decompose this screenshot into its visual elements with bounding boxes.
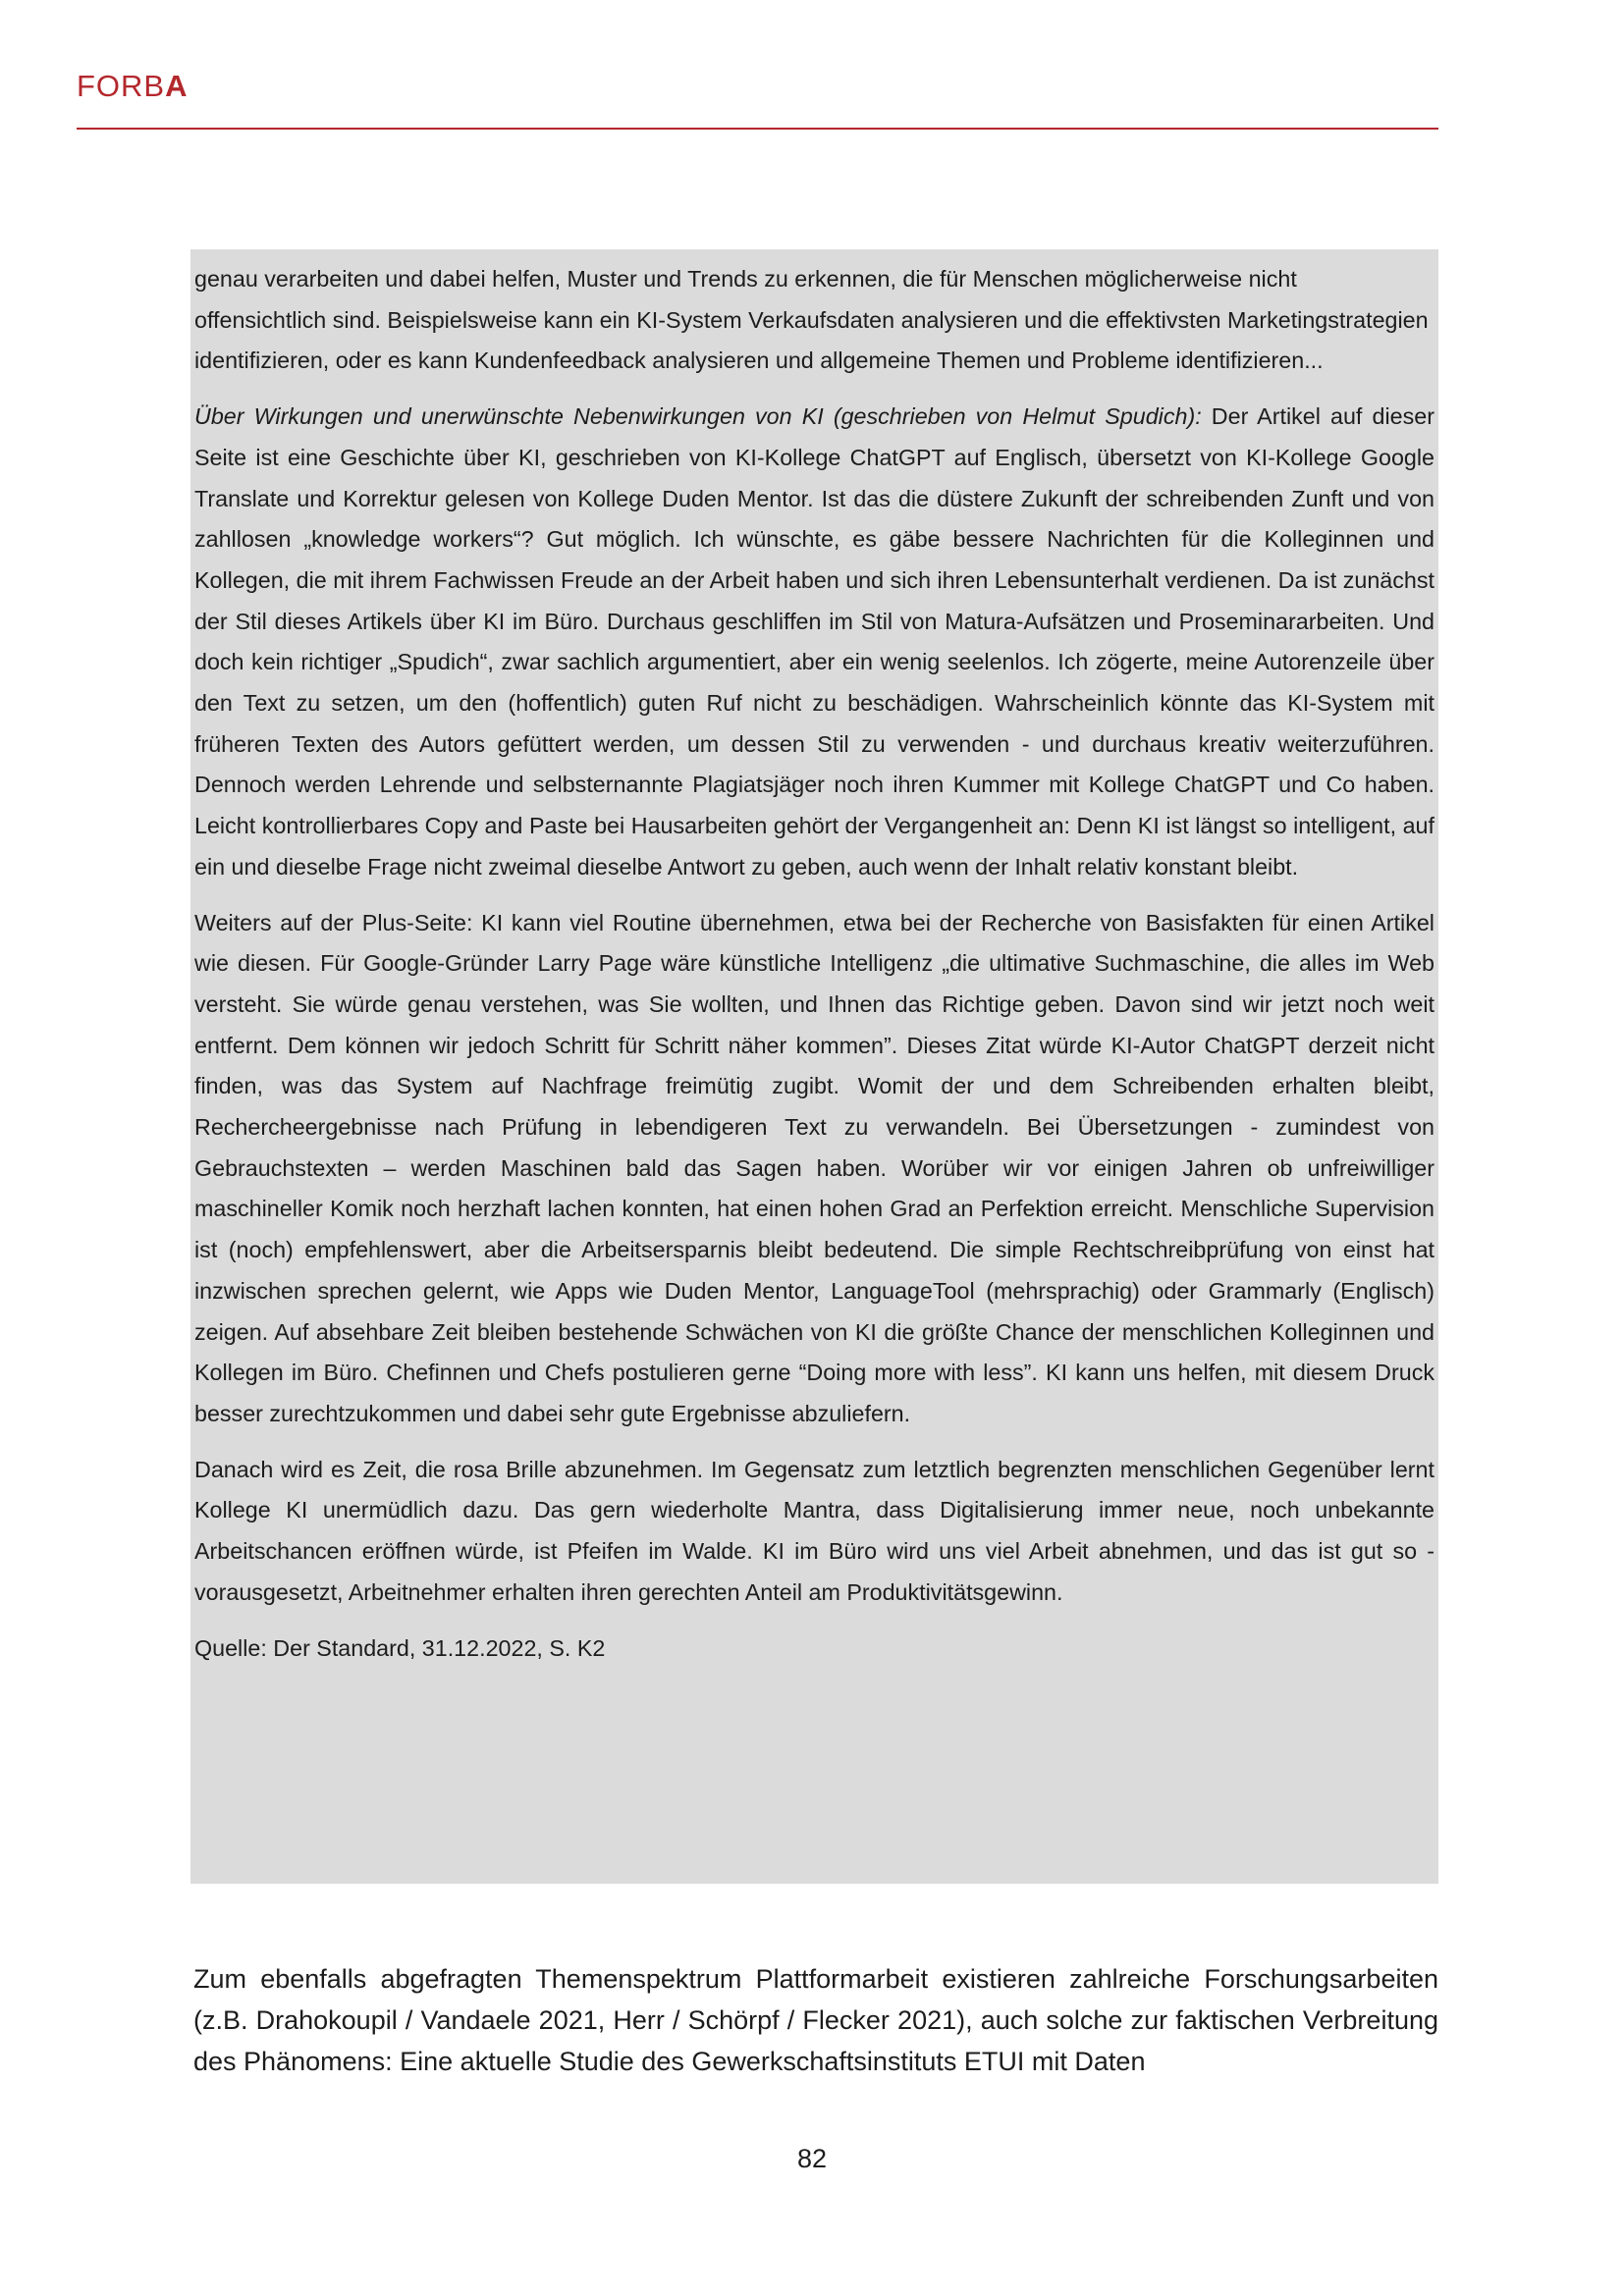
quote-paragraph-4: Danach wird es Zeit, die rosa Brille abzunehmen. Im Gegensatz zum letztlich begrenzten menschlichen Gegenüber lernt Kollege KI unermüdlich dazu. Das gern wiederholte Mantra, dass Digitalisierung immer neue, noch unbekannte Arbeitschancen eröffnen würde, ist Pfeifen im Walde. KI im Büro wird uns viel Arbeit abnehmen, und das ist gut so - vorausgesetzt, Arbeitnehmer erhalten ihren gerechten Anteil am Produktivitätsgewinn. xyxy=(194,1456,1435,1605)
page-number: 82 xyxy=(796,2144,828,2173)
quote-paragraph-2 xyxy=(194,397,1435,887)
header-divider xyxy=(77,128,1438,130)
body-paragraph: Zum ebenfalls abgefragten Themenspektrum Plattformarbeit existieren zahlreiche Forschungsarbeiten (z.B. Drahokoupil / Vandaele 2021, Herr / Schörpf / Flecker 2021), auch solche zur faktischen Verbreitung des Phänomens: Eine aktuelle Studie des Gewerkschaftsinstituts ETUI mit Daten xyxy=(193,1964,1438,2076)
quote-paragraph-1: genau verarbeiten und dabei helfen, Muster und Trends zu erkennen, die für Menschen möglicherweise nicht offensichtlich sind. Beispielsweise kann ein KI-System Verkaufsdaten analysieren und die effektivsten Marketingstrategien identifizieren, oder es kann Kundenfeedback analysieren und allgemeine Themen und Probleme identifizieren... xyxy=(194,266,1429,374)
quote-box xyxy=(190,249,1438,1884)
quote-paragraph-2-italic-lead: Über Wirkungen und unerwünschte Nebenwirkungen von KI (geschrieben von Helmut Spudich): xyxy=(194,403,1202,430)
quote-paragraph-3: Weiters auf der Plus-Seite: KI kann viel Routine übernehmen, etwa bei der Recherche von Basisfakten für einen Artikel wie diesen. Für Google-Gründer Larry Page wäre künstliche Intelligenz „die ultimative Suchmaschine, die alles im Web versteht. Sie würde genau verstehen, was Sie wollten, und Ihnen das Richtige geben. Davon sind wir jetzt noch weit entfernt. Dem können wir jedoch Schritt für Schritt näher kommen”. Dieses Zitat würde KI-Autor ChatGPT derzeit nicht finden, was das System auf Nachfrage freimütig zugibt. Womit der und dem Schreibenden erhalten bleibt, Rechercheergebnisse nach Prüfung in lebendigeren Text zu verwandeln. Bei Übersetzungen - zumindest von Gebrauchstexten – werden Maschinen bald das Sagen haben. Worüber wir vor einigen Jahren ob unfreiwilliger maschineller Komik noch herzhaft lachen konnten, hat einen hohen Grad an Perfektion erreicht. Menschliche Supervision ist (noch) empfehlenswert, aber die Arbeitsersparnis bleibt bedeutend. Die simple Rechtschreibprüfung von einst hat inzwischen sprechen gelernt, wie Apps wie Duden Mentor, LanguageTool (mehrsprachig) oder Grammarly (Englisch) zeigen. Auf absehbare Zeit bleiben bestehende Schwächen von KI die größte Chance der menschlichen Kolleginnen und Kollegen im Büro. Chefinnen und Chefs postulieren gerne “Doing more with less”. KI kann uns helfen, mit diesem Druck besser zurechtzukommen und dabei sehr gute Ergebnisse abzuliefern. xyxy=(194,909,1435,1426)
quote-paragraph-2-text: Der Artikel auf dieser Seite ist eine Geschichte über KI, geschrieben von KI-Kollege ChatGPT auf Englisch, übersetzt von KI-Kollege Google Translate und Korrektur gelesen von Kollege Duden Mentor. Ist das die düstere Zukunft der schreibenden Zunft und von zahllosen „knowledge workers“? Gut möglich. Ich wünschte, es gäbe bessere Nachrichten für die Kolleginnen und Kollegen, die mit ihrem Fachwissen Freude an der Arbeit haben und sich ihren Lebensunterhalt verdienen. Da ist zunächst der Stil dieses Artikels über KI im Büro. Durchaus geschliffen im Stil von Matura-Aufsätzen und Proseminararbeiten. Und doch kein richtiger „Spudich“, zwar sachlich argumentiert, aber ein wenig seelenlos. Ich zögerte, meine Autorenzeile über den Text zu setzen, um den (hoffentlich) guten Ruf nicht zu beschädigen. Wahrscheinlich könnte das KI-System mit früheren Texten des Autors gefüttert werden, um dessen Stil zu verwenden - und durchaus kreativ weiterzuführen. Dennoch werden Lehrende und selbsternannte Plagiatsjäger noch ihren Kummer mit Kollege ChatGPT und Co haben. Leicht kontrollierbares Copy and Paste bei Hausarbeiten gehört der Vergangenheit an: Denn KI ist längst so intelligent, auf ein und dieselbe Frage nicht zweimal dieselbe Antwort zu geben, auch wenn der Inhalt relativ konstant bleibt. xyxy=(194,403,1435,880)
logo-text-regular: FORB xyxy=(77,69,166,103)
logo-text-bold: A xyxy=(165,69,189,103)
quote-source: Quelle: Der Standard, 31.12.2022, S. K2 xyxy=(194,1634,606,1661)
forba-logo xyxy=(77,71,189,101)
